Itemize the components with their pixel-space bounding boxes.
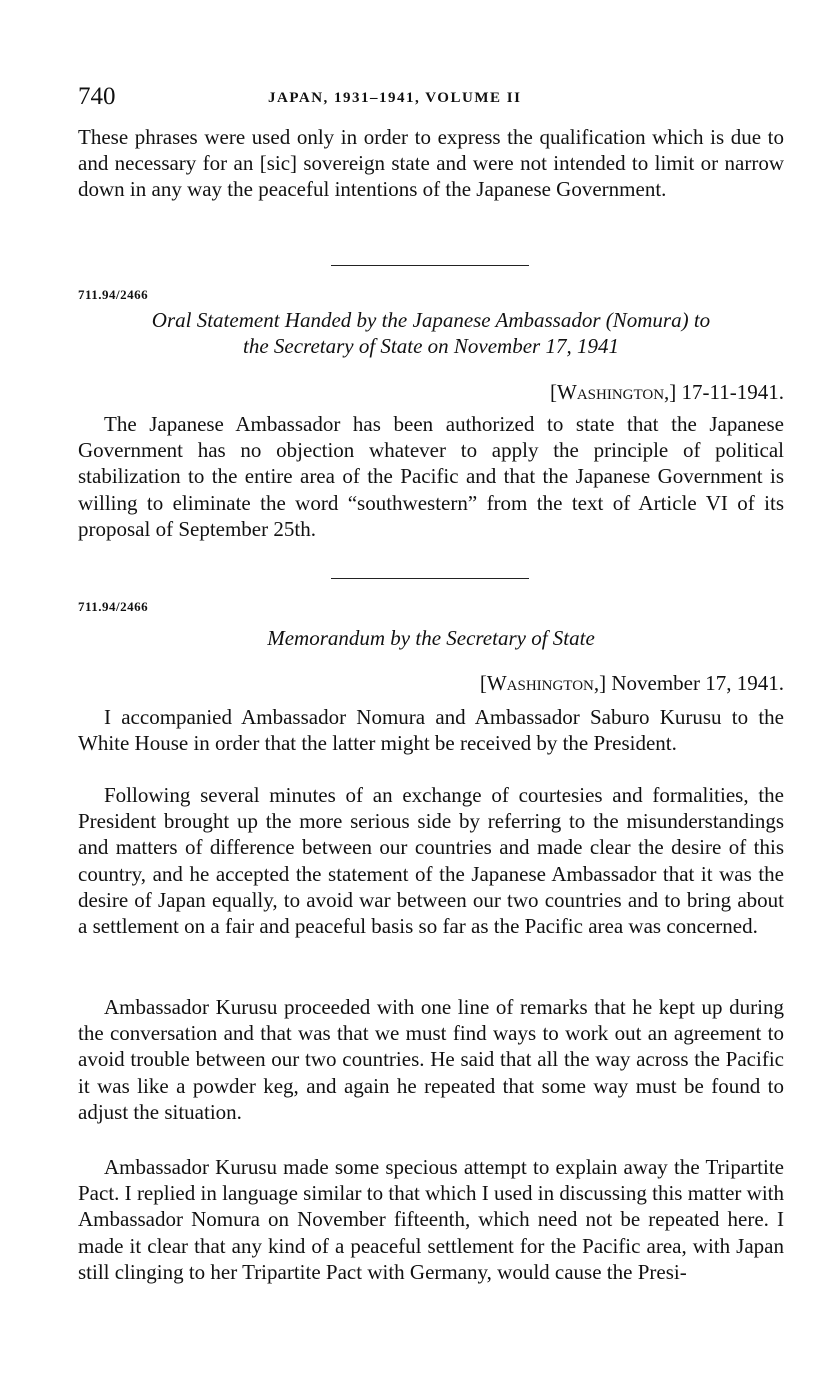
oral-statement-dateline-date: 17-11-1941. bbox=[681, 380, 784, 404]
section-divider bbox=[331, 265, 529, 266]
memorandum-paragraph-4: Ambassador Kurusu made some specious attempt to explain away the Tripartite Pact. I replied in language similar to that which I used in discussing this matter with Ambassador Nomura on November fifteenth, which need not be repeated here. I made it clear that any kind of a peaceful settlement for the Pacific area, with Japan still clinging to her Tripartite Pact with Germany, would cause the Presi- bbox=[78, 1155, 784, 1284]
page-number: 740 bbox=[78, 83, 116, 110]
memorandum-dateline-date: November 17, 1941. bbox=[611, 671, 784, 695]
oral-statement-dateline bbox=[550, 379, 784, 405]
memorandum-file-number: 711.94/2466 bbox=[78, 599, 149, 614]
running-title: JAPAN, 1931–1941, VOLUME II bbox=[268, 90, 522, 106]
oral-statement-body: The Japanese Ambassador has been authorized to state that the Japanese Government has no objection whatever to apply the principle of political stabilization to the entire area of the Pacific and that the Japanese Government is willing to eliminate the word “southwestern” from the text of Article VI of its proposal of September 25th. bbox=[78, 412, 784, 541]
continuation-paragraph: These phrases were used only in order to express the qualification which is due to and necessary for an [sic] sovereign state and were not intended to limit or narrow down in any way the peaceful intentions of the Japanese Government. bbox=[78, 125, 784, 202]
oral-statement-dateline-place: [Washington,] bbox=[550, 380, 677, 404]
memorandum-paragraph-3: Ambassador Kurusu proceeded with one line of remarks that he kept up during the conversation and that was that we must find ways to work out an agreement to avoid trouble between our two countries. He said that all the way across the Pacific it was like a powder keg, and again he repeated that some way must be found to adjust the situation. bbox=[78, 995, 784, 1124]
section-divider bbox=[331, 578, 529, 579]
running-head bbox=[78, 82, 784, 116]
oral-statement-heading-line-2: the Secretary of State on November 17, 1941 bbox=[243, 334, 619, 358]
memorandum-dateline bbox=[480, 670, 784, 696]
memorandum-paragraph-2: Following several minutes of an exchange of courtesies and formalities, the President brought up the more serious side by referring to the misunderstandings and matters of difference between our countries and made clear the desire of this country, and he accepted the statement of the Japanese Ambassador that it was the desire of Japan equally, to avoid war between our two countries and to bring about a settlement on a fair and peaceful basis so far as the Pacific area was concerned. bbox=[78, 783, 784, 939]
memorandum-heading: Memorandum by the Secretary of State bbox=[267, 626, 595, 650]
memorandum-paragraph-1: I accompanied Ambassador Nomura and Ambassador Saburo Kurusu to the White House in order that the latter might be received by the President. bbox=[78, 705, 784, 756]
document-page bbox=[78, 0, 784, 1380]
memorandum-dateline-place: [Washington,] bbox=[479, 671, 607, 695]
oral-statement-heading-line-1: Oral Statement Handed by the Japanese Ambassador (Nomura) to bbox=[151, 308, 711, 332]
oral-statement-file-number: 711.94/2466 bbox=[78, 287, 149, 302]
